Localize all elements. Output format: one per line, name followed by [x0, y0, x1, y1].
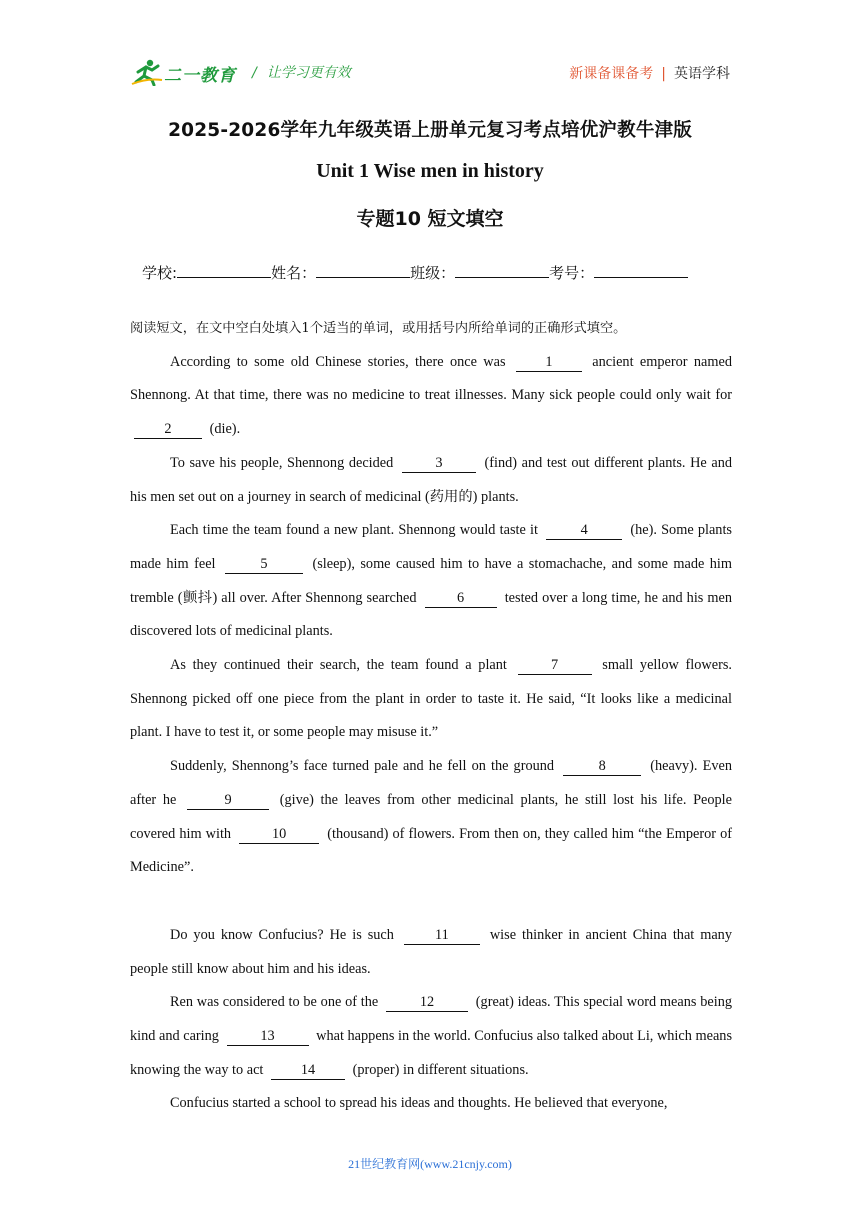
text-run: (find) and test out different plants. He and his men set out on a journey in search of medicinal (药用的) plants.	[130, 454, 733, 505]
text-run: Ren was considered to be one of the	[170, 994, 379, 1011]
text-run: tested over a long time, he and his men discovered lots of medicinal plants.	[130, 589, 733, 640]
text-run: (thousand) of flowers. From then on, they called him “the Emperor of Medicine”.	[130, 825, 732, 876]
text-run: Confucius started a school to spread his ideas and thoughts. He believed that everyone,	[170, 1095, 668, 1112]
name-label: 姓名：	[271, 264, 317, 282]
runner-logo-icon	[130, 58, 164, 86]
page-title: 2025-2026学年九年级英语上册单元复习考点培优沪教牛津版	[168, 120, 692, 141]
school-field[interactable]	[177, 263, 271, 278]
text-run: (die).	[209, 421, 241, 438]
paragraph	[130, 986, 732, 1087]
blank-2[interactable]: 2	[134, 420, 202, 439]
blank-4[interactable]: 4	[546, 521, 622, 540]
text-run: (sleep), some caused him to have a stomachache, and some made him tremble (颤抖) all over. After Shennong searched	[130, 555, 733, 606]
text-run: (heavy). Even after he	[130, 758, 732, 808]
blank-6[interactable]: 6	[425, 589, 497, 608]
text-run: what happens in the world. Confucius also talked about Li, which means knowing the way to act	[130, 1028, 733, 1078]
text-run: As they continued their search, the team found a plant	[170, 657, 507, 674]
blank-9[interactable]: 9	[187, 791, 269, 810]
logo	[130, 58, 240, 88]
class-field[interactable]	[455, 263, 549, 278]
instruction: 阅读短文，在文中空白处填入1个适当的单词，或用括号内所给单词的正确形式填空。	[130, 321, 627, 336]
student-info-line	[142, 262, 688, 283]
header-subject-label: 英语学科	[674, 66, 730, 82]
paragraph	[130, 750, 732, 885]
header-separator: |	[661, 66, 666, 82]
text-run: wise thinker in ancient China that many people still know about him and his ideas.	[130, 926, 732, 977]
text-run: (he). Some plants made him feel	[130, 522, 732, 572]
slogan	[252, 62, 351, 82]
unit-title: Unit 1 Wise men in history	[316, 160, 544, 182]
text-run: Do you know Confucius? He is such	[170, 926, 394, 943]
slogan-text: 让学习更有效	[266, 65, 351, 81]
section-spacer	[130, 885, 732, 919]
blank-7[interactable]: 7	[518, 656, 592, 675]
exam-number-label: 考号：	[549, 264, 595, 282]
text-run: According to some old Chinese stories, there once was	[170, 353, 506, 370]
blank-12[interactable]: 12	[386, 993, 468, 1012]
paragraph	[130, 447, 732, 514]
text-run: small yellow flowers. Shennong picked off one piece from the plant in order to taste it. He said, “It looks like a medicinal plant. I have to test it, or some people may misuse it.”	[130, 657, 732, 741]
paragraph	[130, 514, 732, 649]
exercise-content	[130, 312, 732, 1121]
blank-8[interactable]: 8	[563, 757, 641, 776]
logo-text: 二一教育	[164, 66, 236, 86]
exam-number-field[interactable]	[594, 263, 688, 278]
blank-10[interactable]: 10	[239, 825, 319, 844]
blank-14[interactable]: 14	[271, 1061, 345, 1080]
paragraph	[130, 346, 732, 447]
text-run: Each time the team found a new plant. Shennong would taste it	[170, 522, 538, 539]
name-field[interactable]	[316, 263, 410, 278]
blank-5[interactable]: 5	[225, 555, 303, 574]
page-header	[130, 58, 730, 98]
blank-1[interactable]: 1	[516, 353, 582, 372]
header-course-label: 新课备课备考	[569, 66, 654, 82]
text-run: To save his people, Shennong decided	[170, 454, 394, 471]
text-run: Suddenly, Shennong’s face turned pale and he fell on the ground	[170, 758, 555, 775]
text-run: (give) the leaves from other medicinal plants, he still lost his life. People covered him with	[130, 791, 733, 842]
page-footer[interactable]: 21世纪教育网(www.21cnjy.com)	[348, 1157, 512, 1171]
paragraph	[130, 919, 732, 986]
school-label: 学校:	[142, 264, 178, 282]
text-run: ancient emperor named Shennong. At that time, there was no medicine to treat illnesses. Many sick people could only wait for	[130, 353, 732, 404]
blank-11[interactable]: 11	[404, 926, 480, 945]
topic-title: 专题10 短文填空	[356, 208, 504, 230]
blank-13[interactable]: 13	[227, 1027, 309, 1046]
text-run: (proper) in different situations.	[352, 1061, 529, 1078]
class-label: 班级：	[410, 264, 456, 282]
blank-3[interactable]: 3	[402, 454, 476, 473]
paragraph	[130, 649, 732, 750]
paragraph	[130, 1087, 732, 1121]
header-subject	[569, 63, 730, 83]
slash-divider: /	[252, 65, 257, 81]
text-run: (great) ideas. This special word means being kind and caring	[130, 994, 732, 1045]
